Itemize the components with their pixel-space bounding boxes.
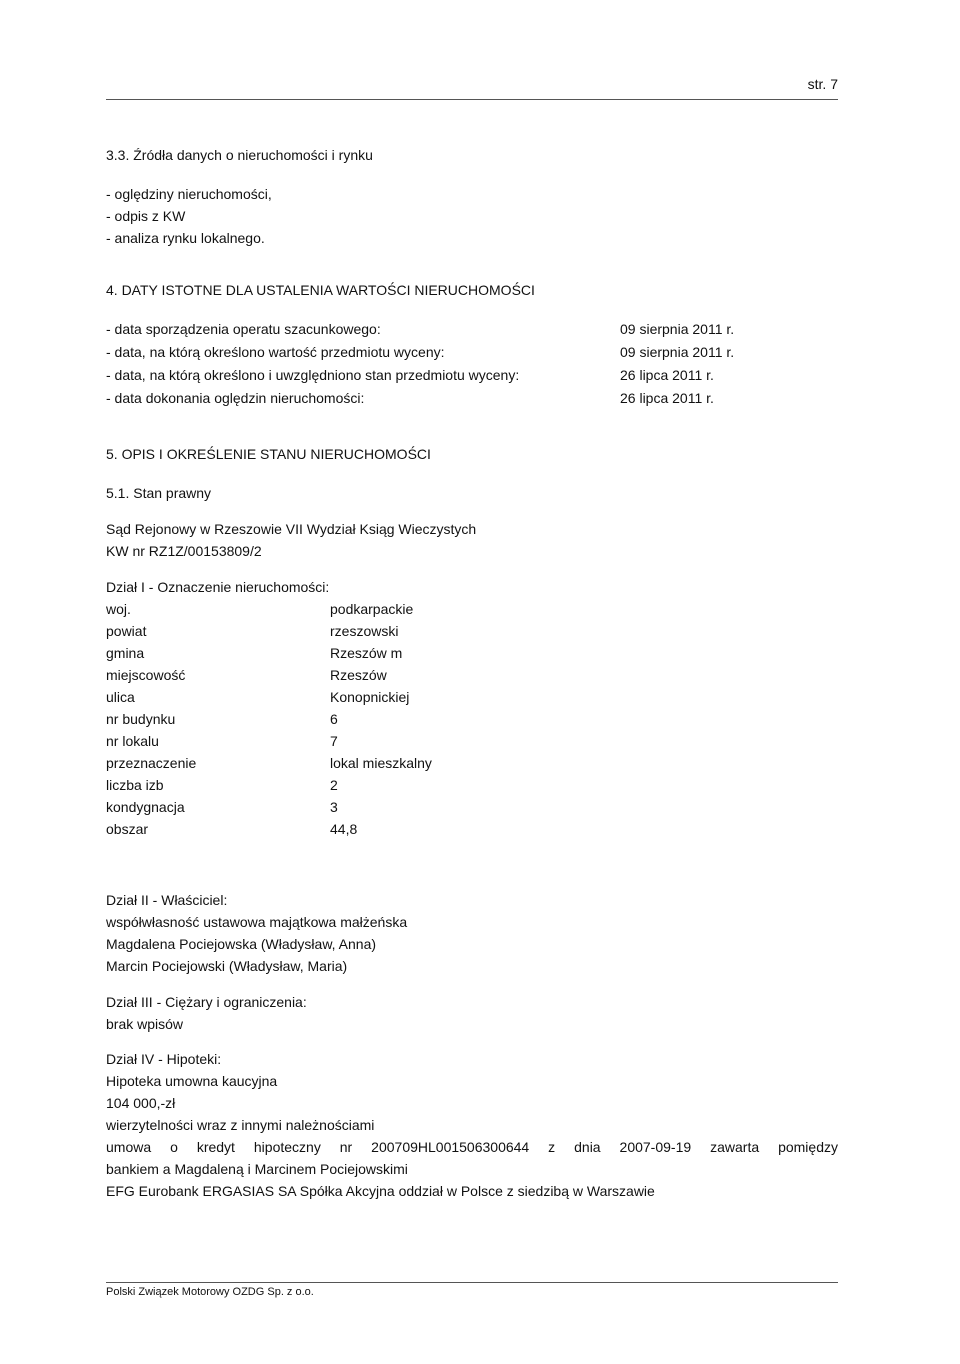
owner-line: Magdalena Pociejowska (Władysław, Anna) <box>106 936 377 952</box>
property-key: ulica <box>106 689 135 705</box>
date-row-value: 26 lipca 2011 r. <box>620 367 714 383</box>
property-key: nr lokalu <box>106 733 159 749</box>
property-value: 3 <box>330 799 338 815</box>
mortgage-line: wierzytelności wraz z innymi należnościami <box>106 1117 375 1133</box>
date-row-label: - data, na którą określono i uwzględniono stan przedmiotu wyceny: <box>106 367 520 383</box>
section-3-3-title: 3.3. Źródła danych o nieruchomości i rynku <box>106 147 373 163</box>
property-value: 7 <box>330 733 338 749</box>
mortgage-agreement-line: umowa o kredyt hipoteczny nr 200709HL001506300644 z dnia 2007-09-19 zawarta pomiędzy <box>106 1139 838 1155</box>
court-name: Sąd Rejonowy w Rzeszowie VII Wydział Ksiąg Wieczystych <box>106 521 477 537</box>
property-key: woj. <box>106 601 131 617</box>
date-row-label: - data dokonania oględzin nieruchomości: <box>106 390 365 406</box>
owner-line: współwłasność ustawowa majątkowa małżeńska <box>106 914 408 930</box>
dzial-1-title: Dział I - Oznaczenie nieruchomości: <box>106 579 330 595</box>
section-5-title: 5. OPIS I OKREŚLENIE STANU NIERUCHOMOŚCI <box>106 446 431 462</box>
property-key: obszar <box>106 821 149 837</box>
land-register-number: KW nr RZ1Z/00153809/2 <box>106 543 262 559</box>
footer-text: Polski Związek Motorowy OZDG Sp. z o.o. <box>106 1286 314 1298</box>
footer-rule <box>106 1282 838 1283</box>
property-key: liczba izb <box>106 777 164 793</box>
property-key: kondygnacja <box>106 799 185 815</box>
date-row-label: - data, na którą określono wartość przedmiotu wyceny: <box>106 344 445 360</box>
dzial-4-title: Dział IV - Hipoteki: <box>106 1051 222 1067</box>
list-item: - odpis z KW <box>106 208 186 224</box>
date-row-value: 09 sierpnia 2011 r. <box>620 344 735 360</box>
property-key: gmina <box>106 645 145 661</box>
property-key: przeznaczenie <box>106 755 197 771</box>
property-value: Konopnickiej <box>330 689 410 705</box>
mortgage-line: bankiem a Magdaleną i Marcinem Pociejowskimi <box>106 1161 408 1177</box>
property-key: miejscowość <box>106 667 186 683</box>
property-value: lokal mieszkalny <box>330 755 432 771</box>
date-row-value: 26 lipca 2011 r. <box>620 390 714 406</box>
property-value: 44,8 <box>330 821 358 837</box>
encumbrance-line: brak wpisów <box>106 1016 184 1032</box>
mortgage-line: EFG Eurobank ERGASIAS SA Spółka Akcyjna oddział w Polsce z siedzibą w Warszawie <box>106 1183 655 1199</box>
property-value: 2 <box>330 777 338 793</box>
date-row-label: - data sporządzenia operatu szacunkowego: <box>106 321 381 337</box>
section-5-1-title: 5.1. Stan prawny <box>106 485 212 501</box>
mortgage-line: Hipoteka umowna kaucyjna <box>106 1073 278 1089</box>
header-rule <box>106 99 838 100</box>
owner-line: Marcin Pociejowski (Władysław, Maria) <box>106 958 348 974</box>
property-value: podkarpackie <box>330 601 414 617</box>
property-key: nr budynku <box>106 711 176 727</box>
property-value: rzeszowski <box>330 623 399 639</box>
list-item: - analiza rynku lokalnego. <box>106 230 265 246</box>
page-number: str. 7 <box>807 76 838 92</box>
property-value: 6 <box>330 711 338 727</box>
property-key: powiat <box>106 623 147 639</box>
section-4-title: 4. DATY ISTOTNE DLA USTALENIA WARTOŚCI NIERUCHOMOŚCI <box>106 282 535 298</box>
list-item: - oględziny nieruchomości, <box>106 186 272 202</box>
mortgage-line: 104 000,-zł <box>106 1095 176 1111</box>
dzial-3-title: Dział III - Ciężary i ograniczenia: <box>106 994 307 1010</box>
date-row-value: 09 sierpnia 2011 r. <box>620 321 735 337</box>
dzial-2-title: Dział II - Właściciel: <box>106 892 228 908</box>
property-value: Rzeszów <box>330 667 387 683</box>
property-value: Rzeszów m <box>330 645 403 661</box>
